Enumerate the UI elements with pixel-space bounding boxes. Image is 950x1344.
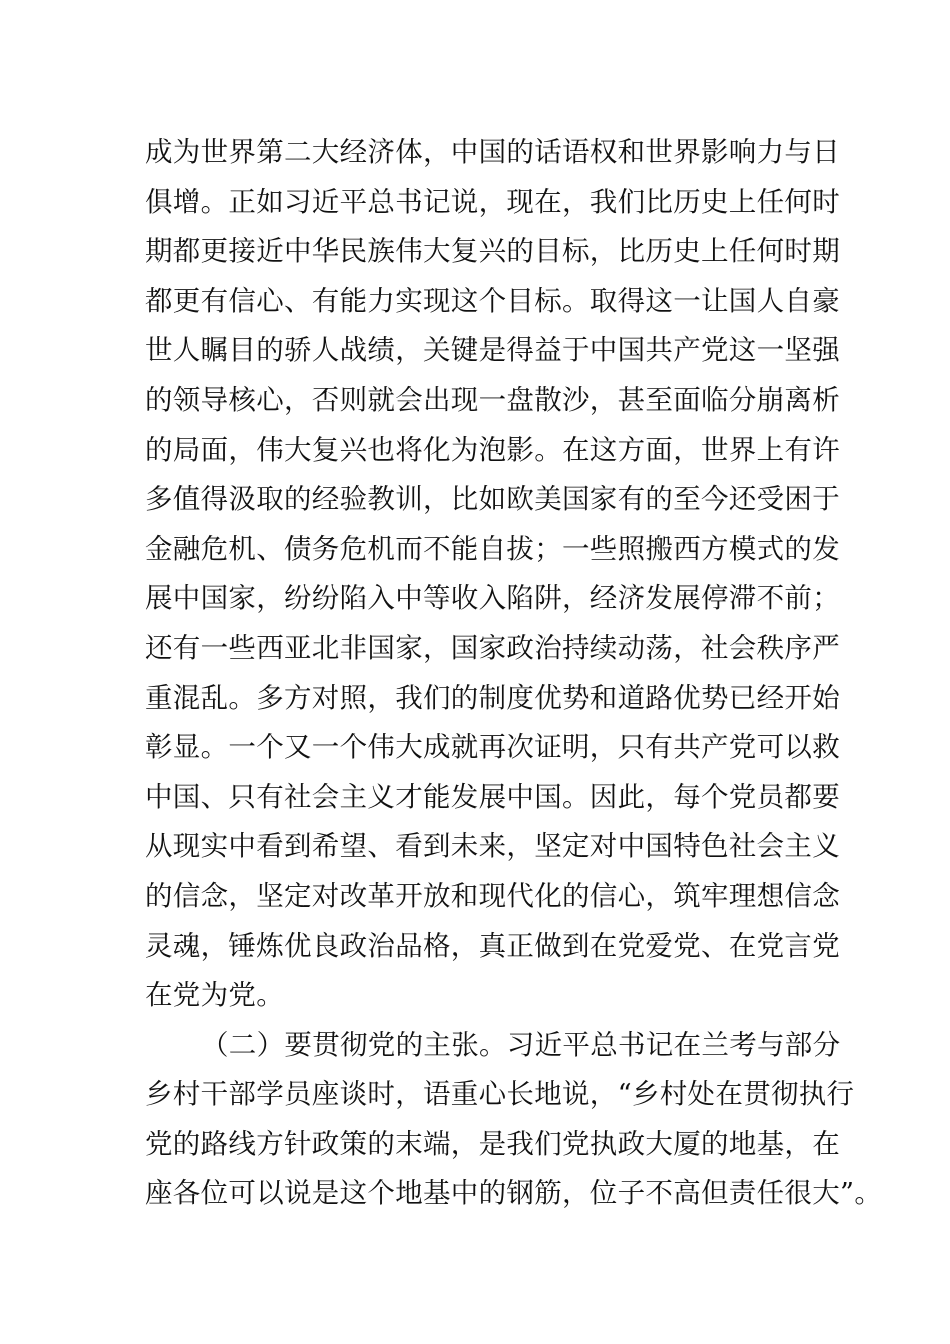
text-line: 乡村干部学员座谈时，语重心长地说，“乡村处在贯彻执行 xyxy=(145,1078,855,1111)
text-line: 的信念，坚定对改革开放和现代化的信心，筑牢理想信念 xyxy=(145,879,840,912)
text-line: 的局面，伟大复兴也将化为泡影。在这方面，世界上有许 xyxy=(145,433,840,466)
text-line: 金融危机、债务危机而不能自拔；一些照搬西方模式的发 xyxy=(145,532,840,565)
text-line: 的领导核心，否则就会出现一盘散沙，甚至面临分崩离析 xyxy=(145,383,840,416)
text-line: 展中国家，纷纷陷入中等收入陷阱，经济发展停滞不前； xyxy=(145,582,840,615)
text-line: 党的路线方针政策的末端，是我们党执政大厦的地基，在 xyxy=(145,1127,840,1160)
text-line: 座各位可以说是这个地基中的钢筋，位子不高但责任很大”。 xyxy=(145,1177,883,1210)
text-line: 多值得汲取的经验教训，比如欧美国家有的至今还受困于 xyxy=(145,483,840,516)
text-line: 彰显。一个又一个伟大成就再次证明，只有共产党可以救 xyxy=(145,731,840,764)
text-line: 世人瞩目的骄人战绩，关键是得益于中国共产党这一坚强 xyxy=(145,334,840,367)
text-line: 重混乱。多方对照，我们的制度优势和道路优势已经开始 xyxy=(145,681,840,714)
text-line: 成为世界第二大经济体，中国的话语权和世界影响力与日 xyxy=(145,136,840,168)
text-line: 都更有信心、有能力实现这个目标。取得这一让国人自豪 xyxy=(145,284,840,317)
body-text xyxy=(145,128,883,1219)
text-line: 还有一些西亚北非国家，国家政治持续动荡，社会秩序严 xyxy=(145,631,840,664)
text-line: 俱增。正如习近平总书记说，现在，我们比历史上任何时 xyxy=(145,185,840,218)
text-line: 中国、只有社会主义才能发展中国。因此，每个党员都要 xyxy=(145,780,840,813)
text-line: 灵魂，锤炼优良政治品格，真正做到在党爱党、在党言党 xyxy=(145,929,840,962)
text-line: 期都更接近中华民族伟大复兴的目标，比历史上任何时期 xyxy=(145,235,840,268)
section-heading-line: （二）要贯彻党的主张。习近平总书记在兰考与部分 xyxy=(201,1028,841,1061)
text-line: 从现实中看到希望、看到未来，坚定对中国特色社会主义 xyxy=(145,830,840,863)
text-line: 在党为党。 xyxy=(145,979,284,1012)
